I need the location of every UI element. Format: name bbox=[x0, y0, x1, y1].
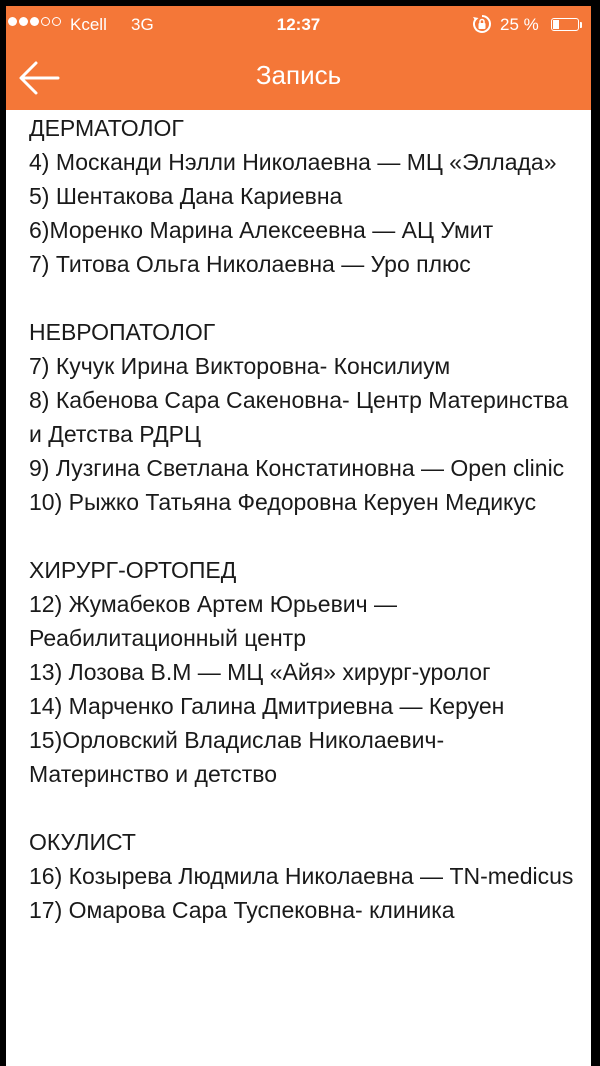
doctor-entry: 13) Лозова В.М — МЦ «Айя» хирург-уролог bbox=[29, 659, 491, 685]
doctor-entry: 7) Кучук Ирина Викторовна- Консилиум bbox=[29, 353, 451, 379]
network-type: 3G bbox=[131, 15, 154, 34]
section-title: НЕВРОПАТОЛОГ bbox=[29, 319, 216, 345]
battery-level-fill bbox=[553, 20, 559, 29]
battery-tip bbox=[580, 22, 582, 28]
status-time: 12:37 bbox=[276, 15, 321, 34]
app-header bbox=[6, 6, 591, 110]
doctor-entry: 8) Кабенова Сара Сакеновна- Центр Материнства и Детства РДРЦ bbox=[29, 387, 569, 447]
phone-screen bbox=[6, 6, 591, 1066]
doctor-entry: 15)Орловский Владислав Николаевич- Материнство и детство bbox=[29, 727, 445, 787]
section-ophthalmologist bbox=[29, 825, 581, 927]
status-bar bbox=[6, 6, 591, 44]
carrier-name: Kcell bbox=[70, 15, 107, 34]
section-title: ДЕРМАТОЛОГ bbox=[29, 115, 184, 141]
doctor-entry: 16) Козырева Людмила Николаевна — TN-medicus bbox=[29, 863, 574, 889]
doctor-entry: 9) Лузгина Светлана Констатиновна — Open clinic bbox=[29, 455, 565, 481]
doctor-entry: 10) Рыжко Татьяна Федоровна Керуен Медикус bbox=[29, 489, 537, 515]
doctor-entry: 6)Моренко Марина Алексеевна — АЦ Умит bbox=[29, 217, 494, 243]
doctor-entry: 4) Москанди Нэлли Николаевна — МЦ «Эллада» bbox=[29, 149, 557, 175]
rotation-lock-icon bbox=[472, 14, 492, 39]
appointment-content[interactable] bbox=[29, 110, 581, 961]
section-dermatologist bbox=[29, 111, 581, 281]
page-title: Запись bbox=[255, 60, 342, 90]
doctor-entry: 14) Марченко Галина Дмитриевна — Керуен bbox=[29, 693, 505, 719]
battery-icon bbox=[551, 18, 579, 31]
doctor-entry: 17) Омарова Сара Туспековна- клиника bbox=[29, 897, 455, 923]
doctor-entry: 7) Титова Ольга Николаевна — Уро плюс bbox=[29, 251, 471, 277]
doctor-entry: 5) Шентакова Дана Кариевна bbox=[29, 183, 343, 209]
section-title: ОКУЛИСТ bbox=[29, 829, 136, 855]
section-orthopedic-surgeon bbox=[29, 553, 581, 791]
section-title: ХИРУРГ-ОРТОПЕД bbox=[29, 557, 237, 583]
battery-percent: 25 % bbox=[500, 15, 539, 34]
section-neurologist bbox=[29, 315, 581, 519]
doctor-entry: 12) Жумабеков Артем Юрьевич — Реабилитационный центр bbox=[29, 591, 398, 651]
